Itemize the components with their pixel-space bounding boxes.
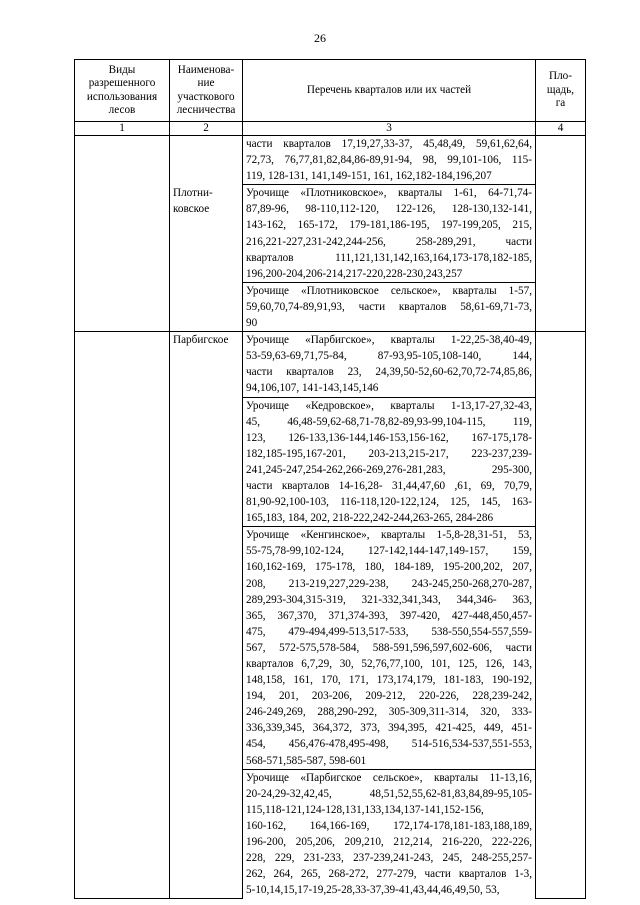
quarter-list-line: 196-200, 205,206, 209,210, 212,214, 216-220, 222-226, [246, 836, 532, 849]
use-type-cell [75, 332, 170, 397]
use-type-cell [75, 136, 170, 185]
quarter-list-line: Урочище «Кенгинское», кварталы 1-5,8-28,31-51, 53, [246, 529, 532, 542]
quarter-list-line: 241,245-247,254-262,266-269,276-281,283, 295-300, [246, 463, 532, 476]
quarter-list-line: 336,339,345, 364,372, 373, 394,395, 421-425, 449, 451- [246, 722, 532, 735]
quarter-list-line: 115,118-121,124-128,131,133,134,137-141,152-156, [246, 803, 484, 816]
forestry-name-continued: ковское [173, 202, 210, 215]
column-number-4: 4 [536, 122, 586, 136]
header-quarter-list: Перечень кварталов или их частей [243, 60, 536, 122]
forestry-cell [170, 136, 243, 185]
area-cell [536, 185, 586, 283]
quarter-list-line: 55-75,78-99,102-124, 127-142,144-147,149-157, 159, [246, 545, 532, 558]
header-area: Пло- щадь, га [536, 60, 586, 122]
quarter-list-cell [243, 397, 536, 527]
quarter-list-line: Урочище «Плотниковское», кварталы 1-61, 64-71,74- [246, 187, 532, 200]
table-row [75, 136, 586, 185]
quarter-list-line: части кварталов 23, 24,39,50-52,60-62,70,72-74,85,86, [246, 366, 532, 379]
forestry-cell [170, 397, 243, 527]
table-row [75, 527, 586, 769]
quarter-list-line: 246-249,269, 288,290-292, 305-309,311-314, 320, 333- [246, 706, 532, 719]
quarter-list-line: 5-10,14,15,17-19,25-28,33-37,39-41,43,44,46,49,50, 53, [246, 884, 500, 897]
table-row [75, 282, 586, 331]
quarter-list-line: Урочище «Плотниковское сельское», кварталы 1-57, [246, 284, 532, 297]
column-number-row [75, 122, 586, 136]
quarter-list-cell [243, 185, 536, 283]
quarter-list-line: 123, 126-133,136-144,146-153,156-162, 167-175,178- [246, 431, 532, 444]
quarter-list-cell [243, 136, 536, 185]
table-row [75, 769, 586, 898]
quarter-list-line: 81,90-92,100-103, 116-118,120-122,124, 125, 145, 163- [246, 496, 532, 509]
quarter-list-line: 165,183, 184, 202, 218-222,242-244,263-265, 284-286 [246, 512, 494, 525]
area-cell [536, 397, 586, 527]
forestry-cell [170, 527, 243, 769]
quarter-list-line: 160,162-169, 175-178, 180, 184-189, 195-200,202, 207, [246, 561, 532, 574]
quarter-list-line: 72,73, 76,77,81,82,84,86-89,91-94, 98, 99,101-106, 115- [246, 154, 532, 167]
quarter-list-line: части кварталов 14-16,28- 31,44,47,60 ,61, 69, 70,79, [246, 479, 532, 492]
quarter-list-line: 289,293-304,315-319, 321-332,341,343, 344,346- 363, [246, 593, 532, 606]
forestry-cell [170, 332, 243, 397]
quarter-list-line: 568-571,585-587, 598-601 [246, 754, 367, 767]
quarter-list-line: 196,200-204,206-214,217-220,228-230,243,257 [246, 267, 463, 280]
quarter-list-line: 148,158, 161, 170, 171, 173,174,179, 181-183, 190-192, [246, 674, 532, 687]
page-number: 26 [314, 31, 326, 45]
quarter-list-line: 208, 213-219,227,229-238, 243-245,250-268,270-287, [246, 577, 532, 590]
forestry-name: Плотни- [173, 186, 213, 199]
forestry-cell [170, 769, 243, 898]
quarter-list-line: 94,106,107, 141-143,145,146 [246, 382, 379, 395]
quarter-list-line: 45, 46,48-59,62-68,71-78,82-89,93-99,104-115, 119, [246, 415, 532, 428]
area-cell [536, 527, 586, 769]
quarter-list-line: кварталов 6,7,29, 30, 52,76,77,100, 101, 125, 126, 143, [246, 658, 532, 670]
header-forestry-name: Наименова- ние участкового лесничества [170, 60, 243, 122]
quarter-list-line: кварталов 111,121,131,142,163,164,173-178,182-185, [246, 251, 532, 264]
table-row [75, 332, 586, 397]
quarter-list-line: Урочище «Парбигское», кварталы 1-22,25-38,40-49, [246, 334, 532, 347]
quarter-list-line: 454, 456,476-478,495-498, 514-516,534-537,551-553, [246, 738, 532, 751]
quarter-list-line: 119, 128-131, 141,149-151, 161, 162,182-184,196,207 [246, 170, 492, 183]
quarter-list-line: 87,89-96, 98-110,112-120, 122-126, 128-130,132-141, [246, 203, 532, 216]
quarter-list-line: Урочище «Кедровское», кварталы 1-13,17-27,32-43, [246, 399, 532, 412]
area-cell [536, 282, 586, 331]
quarter-list-line: 182,185-195,167-201, 203-213,215-217, 223-237,239- [246, 447, 532, 460]
forestry-cell [170, 185, 243, 283]
quarter-list-line: 475, 479-494,499-513,517-533, 538-550,554-557,559- [246, 625, 532, 638]
table-row [75, 185, 586, 283]
quarter-list-cell [243, 769, 536, 898]
area-cell [536, 769, 586, 898]
quarter-list-line: Урочище «Парбигское сельское», кварталы 11-13,16, [246, 771, 532, 784]
quarter-list-cell [243, 527, 536, 769]
quarter-list-line: 143-162, 165-172, 179-181,186-195, 197-199,205, 215, [246, 219, 532, 232]
use-type-cell [75, 769, 170, 898]
quarter-list-line: 59,60,70,74-89,91,93, части кварталов 58,61-69,71-73, [246, 300, 532, 313]
forestry-cell [170, 282, 243, 331]
column-number-3: 3 [243, 122, 536, 136]
quarter-list-line: части кварталов 17,19,27,33-37, 45,48,49, 59,61,62,64, [246, 138, 532, 150]
quarter-list-line: 20-24,29-32,42,45, 48,51,52,55,62-81,83,84,89-95,105- [246, 787, 532, 800]
area-cell [536, 136, 586, 185]
quarter-list-line: 228, 229, 231-233, 237-239,241-243, 245, 248-255,257- [246, 852, 532, 865]
area-cell [536, 332, 586, 397]
table-row [75, 397, 586, 527]
use-type-cell [75, 527, 170, 769]
quarter-list-line: 365, 367,370, 371,374-393, 397-420, 427-448,450,457- [246, 609, 532, 622]
quarter-list-line: 216,221-227,231-242,244-256, 258-289,291, части [246, 235, 532, 248]
forestry-name: Парбигское [173, 334, 229, 347]
quarter-list-line: 53-59,63-69,71,75-84, 87-93,95-105,108-140, 144, [246, 350, 532, 363]
quarter-list-cell [243, 282, 536, 331]
header-row [75, 60, 586, 122]
use-type-cell [75, 185, 170, 283]
use-type-cell [75, 397, 170, 527]
quarter-list-line: 262, 264, 265, 268-272, 277-279, части кварталов 1-3, [246, 868, 532, 881]
column-number-1: 1 [75, 122, 170, 136]
quarter-list-line: 194, 201, 203-206, 209-212, 220-226, 228,239-242, [246, 690, 532, 703]
quarter-list-line: 160-162, 164,166-169, 172,174-178,181-183,188,189, [246, 819, 532, 832]
header-use-type: Виды разрешенного использования лесов [75, 60, 170, 122]
quarter-list-line: 90 [246, 317, 258, 330]
forest-use-table [74, 59, 586, 899]
column-number-2: 2 [170, 122, 243, 136]
quarter-list-cell [243, 332, 536, 397]
use-type-cell [75, 282, 170, 331]
quarter-list-line: 567, 572-575,578-584, 588-591,596,597,602-606, части [246, 641, 532, 654]
